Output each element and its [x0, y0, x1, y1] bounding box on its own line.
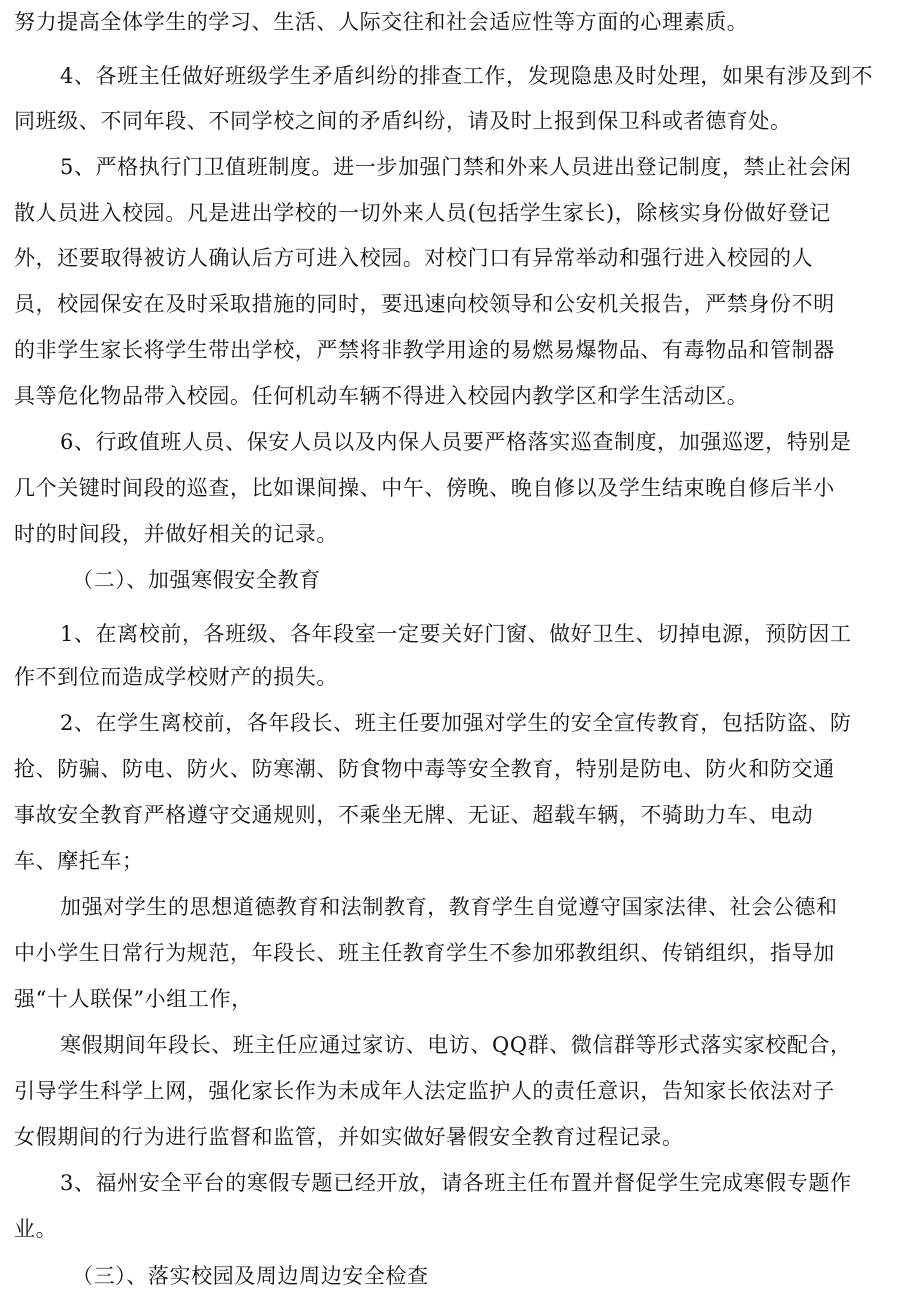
paragraph-line: 作不到位而造成学校财产的损失。: [14, 665, 338, 689]
paragraph-line: 抢、防骗、防电、防火、防寒潮、防食物中毒等安全教育，特别是防电、防火和防交通: [14, 757, 835, 781]
paragraph-line: 2、在学生离校前，各年段长、班主任要加强对学生的安全宣传教育，包括防盗、防: [60, 711, 852, 735]
paragraph-line: 4、各班主任做好班级学生矛盾纠纷的排查工作，发现隐患及时处理，如果有涉及到不: [60, 64, 874, 88]
paragraph-line: 时的时间段，并做好相关的记录。: [14, 522, 338, 546]
paragraph-line: 业。: [14, 1217, 58, 1241]
paragraph-line: 寒假期间年段长、班主任应通过家访、电访、QQ群、微信群等形式落实家校配合，: [60, 1033, 852, 1057]
paragraph-line: 5、严格执行门卫值班制度。进一步加强门禁和外来人员进出登记制度，禁止社会闲: [60, 155, 852, 179]
paragraph-line: 车、摩托车；: [14, 849, 144, 873]
paragraph-line: 3、福州安全平台的寒假专题已经开放，请各班主任布置并督促学生完成寒假专题作: [60, 1171, 852, 1195]
paragraph-line: 1、在离校前，各班级、各年段室一定要关好门窗、做好卫生、切掉电源，预防因工: [60, 622, 852, 646]
paragraph-line: 具等危化物品带入校园。任何机动车辆不得进入校园内教学区和学生活动区。: [14, 384, 749, 408]
paragraph-line: 员，校园保安在及时采取措施的同时，要迅速向校领导和公安机关报告，严禁身份不明: [14, 292, 835, 316]
paragraph-line: 散人员进入校园。凡是进出学校的一切外来人员(包括学生家长)，除核实身份做好登记: [14, 201, 831, 225]
paragraph-line: 引导学生科学上网，强化家长作为未成年人法定监护人的责任意识，告知家长依法对子: [14, 1079, 835, 1103]
paragraph-line: 几个关键时间段的巡查，比如课间操、中午、傍晚、晚自修以及学生结束晚自修后半小: [14, 476, 835, 500]
paragraph-line: 中小学生日常行为规范，年段长、班主任教育学生不参加邪教组织、传销组织，指导加: [14, 941, 835, 965]
paragraph-line: 的非学生家长将学生带出学校，严禁将非教学用途的易燃易爆物品、有毒物品和管制器: [14, 338, 835, 362]
paragraph-line: 6、行政值班人员、保安人员以及内保人员要严格落实巡查制度，加强巡逻，特别是: [60, 430, 852, 454]
section-heading: （三）、落实校园及周边周边安全检查: [72, 1264, 429, 1288]
paragraph-line: 女假期间的行为进行监督和监管，并如实做好暑假安全教育过程记录。: [14, 1125, 684, 1149]
paragraph-line: 外，还要取得被访人确认后方可进入校园。对校门口有异常举动和强行进入校园的人: [14, 246, 814, 270]
paragraph-line: 事故安全教育严格遵守交通规则，不乘坐无牌、无证、超载车辆，不骑助力车、电动: [14, 803, 814, 827]
paragraph-line: 同班级、不同年段、不同学校之间的矛盾纠纷，请及时上报到保卫科或者德育处。: [14, 109, 792, 133]
paragraph-line: 努力提高全体学生的学习、生活、人际交往和社会适应性等方面的心理素质。: [14, 10, 749, 34]
section-heading: （二）、加强寒假安全教育: [72, 568, 321, 592]
paragraph-line: 加强对学生的思想道德教育和法制教育，教育学生自觉遵守国家法律、社会公德和: [60, 895, 838, 919]
paragraph-line: 强“十人联保”小组工作，: [14, 987, 253, 1011]
